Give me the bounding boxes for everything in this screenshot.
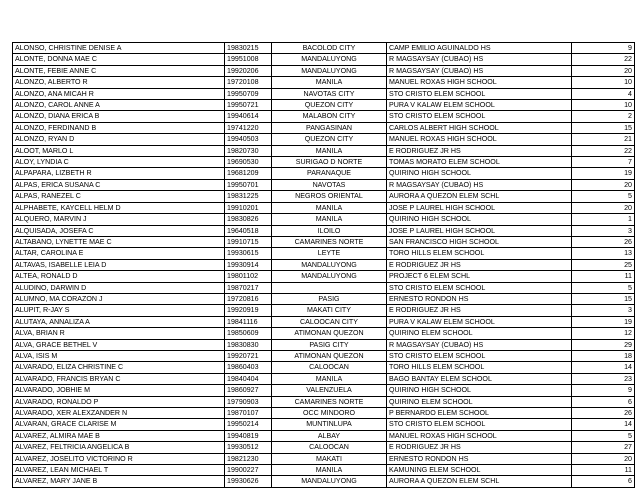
number-cell: 20 [572, 453, 635, 464]
name-cell: ALVARADO, FRANCIS BRYAN C [13, 373, 225, 384]
name-cell: ALVA, GRACE BETHEL V [13, 339, 225, 350]
school-cell: E RODRIGUEZ JR HS [387, 442, 572, 453]
id-number-cell: 19640518 [225, 225, 272, 236]
table-row [13, 214, 635, 225]
table-row [13, 168, 635, 179]
table-row [13, 293, 635, 304]
school-cell: BAGO BANTAY ELEM SCHOOL [387, 373, 572, 384]
id-number-cell: 19900227 [225, 465, 272, 476]
school-cell: AURORA A QUEZON ELEM SCHL [387, 476, 572, 487]
school-cell: QUIRINO ELEM SCHOOL [387, 396, 572, 407]
school-cell: SAN FRANCISCO HIGH SCHOOL [387, 236, 572, 247]
id-number-cell: 19681209 [225, 168, 272, 179]
city-cell: VALENZUELA [272, 385, 387, 396]
school-cell: R MAGSAYSAY (CUBAO) HS [387, 65, 572, 76]
city-cell: LEYTE [272, 248, 387, 259]
table-row [13, 111, 635, 122]
table-row [13, 396, 635, 407]
school-cell: E RODRIGUEZ JR HS [387, 305, 572, 316]
table-row [13, 248, 635, 259]
number-cell: 14 [572, 362, 635, 373]
name-cell: ALTABANO, LYNETTE MAE C [13, 236, 225, 247]
id-number-cell: 19790903 [225, 396, 272, 407]
city-cell: PASIG [272, 293, 387, 304]
id-number-cell: 19930512 [225, 442, 272, 453]
id-number-cell: 19950701 [225, 179, 272, 190]
id-number-cell: 19690530 [225, 157, 272, 168]
id-number-cell: 19831225 [225, 191, 272, 202]
table-row [13, 145, 635, 156]
table-row [13, 453, 635, 464]
name-cell: ALQUISADA, JOSEFA C [13, 225, 225, 236]
city-cell: PASIG CITY [272, 339, 387, 350]
number-cell: 9 [572, 385, 635, 396]
number-cell: 18 [572, 350, 635, 361]
school-cell: CAMP EMILIO AGUINALDO HS [387, 43, 572, 54]
city-cell: ATIMONAN QUEZON [272, 350, 387, 361]
table-row [13, 385, 635, 396]
number-cell: 6 [572, 396, 635, 407]
name-cell: ALONSO, CHRISTINE DENISE A [13, 43, 225, 54]
id-number-cell: 19840404 [225, 373, 272, 384]
city-cell: SURIGAO D NORTE [272, 157, 387, 168]
table-row [13, 430, 635, 441]
school-cell: TOMAS MORATO ELEM SCHOOL [387, 157, 572, 168]
id-number-cell: 19951008 [225, 54, 272, 65]
number-cell: 29 [572, 339, 635, 350]
number-cell: 10 [572, 77, 635, 88]
number-cell: 20 [572, 202, 635, 213]
school-cell: KAMUNING ELEM SCHOOL [387, 465, 572, 476]
table-row [13, 350, 635, 361]
table-row [13, 54, 635, 65]
name-cell: ALVARADO, ELIZA CHRISTINE C [13, 362, 225, 373]
school-cell: QUIRINO HIGH SCHOOL [387, 168, 572, 179]
school-cell: AURORA A QUEZON ELEM SCHL [387, 191, 572, 202]
school-cell: R MAGSAYSAY (CUBAO) HS [387, 339, 572, 350]
name-cell: ALUPIT, R-JAY S [13, 305, 225, 316]
number-cell: 15 [572, 122, 635, 133]
school-cell: P BERNARDO ELEM SCHOOL [387, 408, 572, 419]
city-cell: MAKATI [272, 453, 387, 464]
name-cell: ALPAS, ERICA SUSANA C [13, 179, 225, 190]
id-number-cell: 19950214 [225, 419, 272, 430]
name-cell: ALPHABETE, KAYCELL HELM D [13, 202, 225, 213]
number-cell: 2 [572, 111, 635, 122]
city-cell: MANDALUYONG [272, 65, 387, 76]
number-cell: 13 [572, 248, 635, 259]
school-cell: TORO HILLS ELEM SCHOOL [387, 248, 572, 259]
city-cell: MAKATI CITY [272, 305, 387, 316]
id-number-cell: 19950709 [225, 88, 272, 99]
name-cell: ALUDINO, DARWIN D [13, 282, 225, 293]
table-row [13, 419, 635, 430]
school-cell: STO CRISTO ELEM SCHOOL [387, 88, 572, 99]
name-cell: ALTAR, CAROLINA E [13, 248, 225, 259]
school-cell: E RODRIGUEZ JR HS [387, 145, 572, 156]
number-cell: 5 [572, 282, 635, 293]
name-cell: ALQUERO, MARVIN J [13, 214, 225, 225]
city-cell: BACOLOD CITY [272, 43, 387, 54]
city-cell: MALABON CITY [272, 111, 387, 122]
number-cell: 23 [572, 373, 635, 384]
city-cell: NAVOTAS CITY [272, 88, 387, 99]
name-cell: ALONZO, DIANA ERICA B [13, 111, 225, 122]
name-cell: ALONZO, ANA MICAH R [13, 88, 225, 99]
name-cell: ALVA, ISIS M [13, 350, 225, 361]
name-cell: ALPAPARA, LIZBETH R [13, 168, 225, 179]
table-row [13, 339, 635, 350]
school-cell: JOSE P LAUREL HIGH SCHOOL [387, 202, 572, 213]
id-number-cell: 19821230 [225, 453, 272, 464]
number-cell: 12 [572, 328, 635, 339]
number-cell: 3 [572, 225, 635, 236]
school-cell: MANUEL ROXAS HIGH SCHOOL [387, 134, 572, 145]
school-cell: ERNESTO RONDON HS [387, 453, 572, 464]
number-cell: 26 [572, 408, 635, 419]
name-cell: ALVARAN, GRACE CLARISE M [13, 419, 225, 430]
school-cell: MANUEL ROXAS HIGH SCHOOL [387, 77, 572, 88]
number-cell: 5 [572, 191, 635, 202]
name-cell: ALTAVAS, ISABELLE LEIA D [13, 259, 225, 270]
id-number-cell: 19830826 [225, 214, 272, 225]
city-cell: MANILA [272, 77, 387, 88]
id-number-cell: 19860927 [225, 385, 272, 396]
city-cell: MANDALUYONG [272, 259, 387, 270]
number-cell: 1 [572, 214, 635, 225]
city-cell: MANILA [272, 465, 387, 476]
id-number-cell: 19870107 [225, 408, 272, 419]
table-row [13, 225, 635, 236]
number-cell: 6 [572, 476, 635, 487]
table-row [13, 202, 635, 213]
city-cell: ALBAY [272, 430, 387, 441]
school-cell: QUIRINO HIGH SCHOOL [387, 214, 572, 225]
number-cell: 21 [572, 134, 635, 145]
table-row [13, 157, 635, 168]
school-cell: CARLOS ALBERT HIGH SCHOOL [387, 122, 572, 133]
id-number-cell: 19870217 [225, 282, 272, 293]
table-row [13, 134, 635, 145]
name-cell: ALVA, BRIAN R [13, 328, 225, 339]
table-row [13, 259, 635, 270]
name-cell: ALONZO, RYAN D [13, 134, 225, 145]
table-row [13, 43, 635, 54]
id-number-cell: 19850609 [225, 328, 272, 339]
table-row [13, 476, 635, 487]
name-cell: ALOY, LYNDIA C [13, 157, 225, 168]
table-row [13, 316, 635, 327]
number-cell: 4 [572, 88, 635, 99]
roster-table [12, 42, 635, 488]
table-row [13, 373, 635, 384]
city-cell: CALOOCAN [272, 362, 387, 373]
city-cell: ATIMONAN QUEZON [272, 328, 387, 339]
id-number-cell: 19920206 [225, 65, 272, 76]
id-number-cell: 19830830 [225, 339, 272, 350]
id-number-cell: 19741220 [225, 122, 272, 133]
name-cell: ALONZO, CAROL ANNE A [13, 100, 225, 111]
city-cell [272, 282, 387, 293]
name-cell: ALPAS, RANEZEL C [13, 191, 225, 202]
city-cell: CAMARINES NORTE [272, 396, 387, 407]
city-cell: NEGROS ORIENTAL [272, 191, 387, 202]
id-number-cell: 19820730 [225, 145, 272, 156]
id-number-cell: 19830215 [225, 43, 272, 54]
number-cell: 11 [572, 271, 635, 282]
number-cell: 19 [572, 316, 635, 327]
name-cell: ALONZO, ALBERTO R [13, 77, 225, 88]
id-number-cell: 19920721 [225, 350, 272, 361]
city-cell: CALOOCAN [272, 442, 387, 453]
name-cell: ALVAREZ, JOSELITO VICTORINO R [13, 453, 225, 464]
number-cell: 22 [572, 54, 635, 65]
school-cell: QUIRINO ELEM SCHOOL [387, 328, 572, 339]
school-cell: STO CRISTO ELEM SCHOOL [387, 350, 572, 361]
roster-table-body [13, 43, 635, 488]
city-cell: PANGASINAN [272, 122, 387, 133]
table-row [13, 328, 635, 339]
name-cell: ALUMNO, MA CORAZON J [13, 293, 225, 304]
school-cell: STO CRISTO ELEM SCHOOL [387, 419, 572, 430]
id-number-cell: 19950721 [225, 100, 272, 111]
school-cell: ERNESTO RONDON HS [387, 293, 572, 304]
table-row [13, 305, 635, 316]
table-row [13, 465, 635, 476]
school-cell: PROJECT 6 ELEM SCHL [387, 271, 572, 282]
name-cell: ALVAREZ, MARY JANE B [13, 476, 225, 487]
table-row [13, 236, 635, 247]
id-number-cell: 19930914 [225, 259, 272, 270]
number-cell: 20 [572, 65, 635, 76]
name-cell: ALVAREZ, FELTRICIA ANGELICA B [13, 442, 225, 453]
city-cell: CALOOCAN CITY [272, 316, 387, 327]
number-cell: 5 [572, 430, 635, 441]
school-cell: MANUEL ROXAS HIGH SCHOOL [387, 430, 572, 441]
table-row [13, 179, 635, 190]
name-cell: ALTEA, RONALD D [13, 271, 225, 282]
id-number-cell: 19860403 [225, 362, 272, 373]
number-cell: 27 [572, 442, 635, 453]
city-cell: MANDALUYONG [272, 54, 387, 65]
name-cell: ALVARADO, JOBHIE M [13, 385, 225, 396]
school-cell: QUIRINO HIGH SCHOOL [387, 385, 572, 396]
school-cell: STO CRISTO ELEM SCHOOL [387, 111, 572, 122]
name-cell: ALVAREZ, ALMIRA MAE B [13, 430, 225, 441]
table-row [13, 271, 635, 282]
table-row [13, 282, 635, 293]
table-row [13, 362, 635, 373]
id-number-cell: 19801102 [225, 271, 272, 282]
number-cell: 26 [572, 236, 635, 247]
city-cell: MANDALUYONG [272, 271, 387, 282]
id-number-cell: 19841116 [225, 316, 272, 327]
number-cell: 20 [572, 179, 635, 190]
number-cell: 14 [572, 419, 635, 430]
city-cell: MANILA [272, 202, 387, 213]
id-number-cell: 19930626 [225, 476, 272, 487]
table-row [13, 100, 635, 111]
number-cell: 11 [572, 465, 635, 476]
id-number-cell: 19920919 [225, 305, 272, 316]
table-row [13, 122, 635, 133]
school-cell: PURA V KALAW ELEM SCHOOL [387, 100, 572, 111]
city-cell: CAMARINES NORTE [272, 236, 387, 247]
city-cell: PARANAQUE [272, 168, 387, 179]
city-cell: MANILA [272, 373, 387, 384]
table-row [13, 88, 635, 99]
number-cell: 15 [572, 293, 635, 304]
id-number-cell: 19930615 [225, 248, 272, 259]
city-cell: MANDALUYONG [272, 476, 387, 487]
school-cell: JOSE P LAUREL HIGH SCHOOL [387, 225, 572, 236]
number-cell: 3 [572, 305, 635, 316]
number-cell: 9 [572, 43, 635, 54]
school-cell: PURA V KALAW ELEM SCHOOL [387, 316, 572, 327]
number-cell: 19 [572, 168, 635, 179]
id-number-cell: 19910201 [225, 202, 272, 213]
name-cell: ALVAREZ, LEAN MICHAEL T [13, 465, 225, 476]
city-cell: OCC MINDORO [272, 408, 387, 419]
number-cell: 25 [572, 259, 635, 270]
city-cell: NAVOTAS [272, 179, 387, 190]
number-cell: 10 [572, 100, 635, 111]
table-row [13, 408, 635, 419]
table-row [13, 442, 635, 453]
school-cell: R MAGSAYSAY (CUBAO) HS [387, 179, 572, 190]
name-cell: ALVARADO, XER ALEXZANDER N [13, 408, 225, 419]
city-cell: MANILA [272, 214, 387, 225]
city-cell: ILOILO [272, 225, 387, 236]
name-cell: ALVARADO, RONALDO P [13, 396, 225, 407]
city-cell: MUNTINLUPA [272, 419, 387, 430]
city-cell: MANILA [272, 145, 387, 156]
school-cell: E RODRIGUEZ JR HS [387, 259, 572, 270]
id-number-cell: 19720108 [225, 77, 272, 88]
city-cell: QUEZON CITY [272, 100, 387, 111]
name-cell: ALONTE, DONNA MAE C [13, 54, 225, 65]
school-cell: R MAGSAYSAY (CUBAO) HS [387, 54, 572, 65]
id-number-cell: 19940819 [225, 430, 272, 441]
school-cell: STO CRISTO ELEM SCHOOL [387, 282, 572, 293]
number-cell: 7 [572, 157, 635, 168]
name-cell: ALOOT, MARLO L [13, 145, 225, 156]
name-cell: ALUTAYA, ANNALIZA A [13, 316, 225, 327]
number-cell: 22 [572, 145, 635, 156]
city-cell: QUEZON CITY [272, 134, 387, 145]
id-number-cell: 19940614 [225, 111, 272, 122]
table-row [13, 191, 635, 202]
name-cell: ALONTE, FEBIE ANNE C [13, 65, 225, 76]
table-row [13, 65, 635, 76]
id-number-cell: 19910715 [225, 236, 272, 247]
id-number-cell: 19940503 [225, 134, 272, 145]
name-cell: ALONZO, FERDINAND B [13, 122, 225, 133]
id-number-cell: 19720816 [225, 293, 272, 304]
table-row [13, 77, 635, 88]
school-cell: TORO HILLS ELEM SCHOOL [387, 362, 572, 373]
